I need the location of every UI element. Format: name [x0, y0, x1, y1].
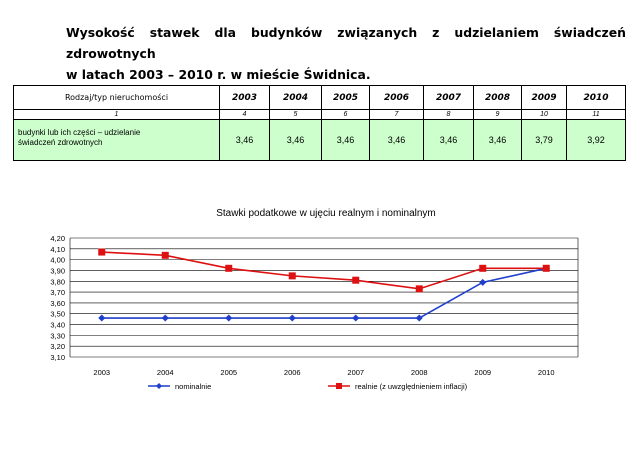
y-tick-label: 3,60 [50, 298, 65, 308]
x-tick-label: 2007 [347, 368, 365, 377]
table-header-year: 2006 [370, 86, 424, 110]
table-header-year: 2009 [522, 86, 567, 110]
series-point [479, 279, 486, 286]
column-number: 1 [14, 110, 220, 120]
series-point [416, 315, 423, 322]
table-header-year: 2003 [220, 86, 270, 110]
series-point [543, 265, 550, 272]
series-point [416, 285, 423, 292]
y-axis-ticks [50, 234, 65, 362]
legend-label: nominalnie [175, 382, 212, 391]
table-cell-value: 3,79 [522, 120, 567, 161]
x-tick-label: 2006 [283, 368, 301, 377]
row-label-line-1: budynki lub ich części – udzielanie [18, 128, 141, 137]
table-header-year: 2008 [474, 86, 522, 110]
table-cell-value: 3,46 [424, 120, 474, 161]
series-point [289, 315, 296, 322]
table-header-label: Rodzaj/typ nieruchomości [14, 86, 220, 110]
column-number: 4 [220, 110, 270, 120]
table-header-year: 2007 [424, 86, 474, 110]
y-tick-label: 3,80 [50, 277, 65, 287]
y-tick-label: 3,40 [50, 320, 65, 330]
series-point [225, 315, 232, 322]
column-number: 6 [322, 110, 370, 120]
x-axis-ticks [93, 368, 554, 377]
heading-line-2: w latach 2003 – 2010 r. w mieście Świdnica. [66, 67, 371, 82]
y-tick-label: 3,70 [50, 288, 65, 298]
row-label-line-2: świadczeń zdrowotnych [18, 138, 103, 147]
table-header-row [14, 86, 626, 110]
table-cell-value: 3,46 [220, 120, 270, 161]
column-number: 8 [424, 110, 474, 120]
x-tick-label: 2003 [93, 368, 111, 377]
table-cell-value: 3,46 [474, 120, 522, 161]
table-header-year: 2010 [567, 86, 626, 110]
x-tick-label: 2005 [220, 368, 238, 377]
table-cell-value: 3,46 [322, 120, 370, 161]
y-tick-label: 3,90 [50, 266, 65, 276]
series-point [98, 249, 105, 256]
x-tick-label: 2004 [156, 368, 174, 377]
page-heading [66, 22, 626, 85]
table-number-row [14, 110, 626, 120]
x-tick-label: 2010 [537, 368, 555, 377]
y-tick-label: 4,20 [50, 234, 65, 243]
y-tick-label: 3,20 [50, 342, 65, 352]
table-value-row [14, 120, 626, 161]
column-number: 11 [567, 110, 626, 120]
chart-title: Stawki podatkowe w ujęciu realnym i nominalnym [216, 208, 436, 219]
table-cell-value: 3,46 [270, 120, 322, 161]
y-tick-label: 3,10 [50, 353, 65, 362]
series-point [162, 315, 169, 322]
series-point [352, 277, 359, 284]
table-cell-value: 3,46 [370, 120, 424, 161]
line-chart [0, 200, 638, 400]
chart-grid [70, 238, 578, 357]
series-point [225, 265, 232, 272]
legend-label: realnie (z uwzględnieniem inflacji) [355, 382, 468, 391]
column-number: 7 [370, 110, 424, 120]
y-tick-label: 3,30 [50, 331, 65, 341]
chart-legend [148, 382, 468, 391]
table-header-year: 2004 [270, 86, 322, 110]
series-point [289, 272, 296, 279]
table-header-year: 2005 [322, 86, 370, 110]
x-tick-label: 2008 [410, 368, 428, 377]
heading-line-1: Wysokość stawek dla budynków związanych z udzielaniem świadczeń zdrowotnych [66, 25, 626, 61]
column-number: 5 [270, 110, 322, 120]
series-point [352, 315, 359, 322]
series-point [162, 252, 169, 259]
row-label [14, 120, 220, 161]
y-tick-label: 4,10 [50, 244, 65, 254]
column-number: 9 [474, 110, 522, 120]
x-tick-label: 2009 [474, 368, 492, 377]
rates-table [13, 85, 626, 161]
series-point [98, 315, 105, 322]
series-line-0 [102, 268, 547, 318]
legend-marker [336, 383, 342, 389]
series-point [479, 265, 486, 272]
y-tick-label: 4,00 [50, 255, 65, 265]
column-number: 10 [522, 110, 567, 120]
legend-marker [156, 383, 162, 389]
table-cell-value: 3,92 [567, 120, 626, 161]
y-tick-label: 3,50 [50, 309, 65, 319]
